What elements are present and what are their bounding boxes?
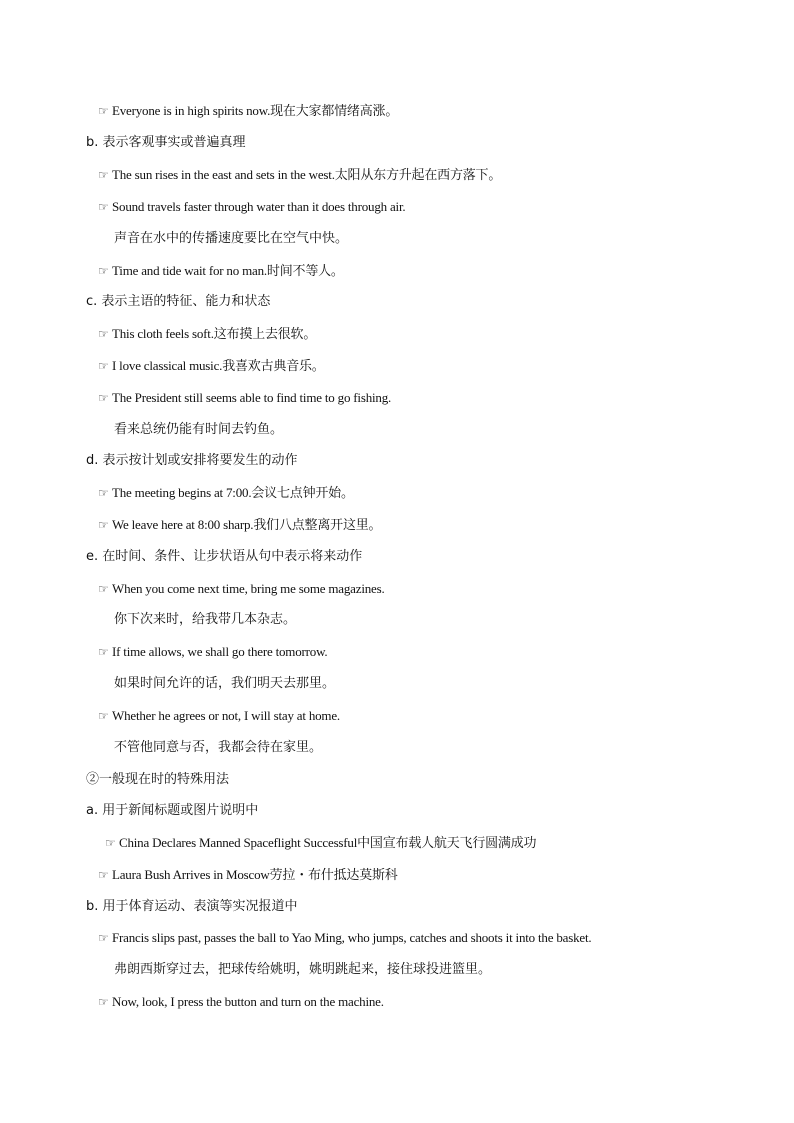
example-sentence bbox=[98, 515, 381, 535]
pointing-hand-icon: ☞ bbox=[98, 168, 109, 182]
pointing-hand-icon: ☞ bbox=[98, 931, 109, 945]
pointing-hand-icon: ☞ bbox=[98, 486, 109, 500]
example-text: I love classical music.我喜欢古典音乐。 bbox=[112, 358, 325, 373]
example-text: Now, look, I press the button and turn on the machine. bbox=[112, 994, 384, 1009]
pointing-hand-icon: ☞ bbox=[105, 836, 116, 850]
section-heading: ②一般现在时的特殊用法 bbox=[86, 771, 230, 786]
example-text: Whether he agrees or not, I will stay at home. bbox=[112, 708, 340, 723]
translation-text: 不管他同意与否，我都会待在家里。 bbox=[114, 740, 323, 755]
example-text: If time allows, we shall go there tomorrow. bbox=[112, 644, 328, 659]
example-sentence bbox=[98, 101, 398, 121]
pointing-hand-icon: ☞ bbox=[98, 264, 109, 278]
pointing-hand-icon: ☞ bbox=[98, 391, 109, 405]
example-sentence bbox=[98, 388, 391, 408]
example-text: Laura Bush Arrives in Moscow劳拉・布什抵达莫斯科 bbox=[112, 867, 398, 882]
example-sentence bbox=[98, 642, 327, 662]
example-sentence bbox=[98, 324, 316, 344]
usage-heading: b. 用于体育运动、表演等实况报道中 bbox=[86, 899, 298, 914]
translation-text: 声音在水中的传播速度要比在空气中快。 bbox=[114, 231, 349, 246]
example-sentence bbox=[105, 833, 536, 853]
usage-heading: b. 表示客观事实或普遍真理 bbox=[86, 135, 246, 150]
example-sentence bbox=[98, 865, 398, 885]
pointing-hand-icon: ☞ bbox=[98, 518, 109, 532]
example-sentence bbox=[98, 197, 405, 217]
translation-text: 弗朗西斯穿过去，把球传给姚明，姚明跳起来，接住球投进篮里。 bbox=[114, 962, 492, 977]
example-text: Sound travels faster through water than it does through air. bbox=[112, 199, 406, 214]
translation-text: 如果时间允许的话，我们明天去那里。 bbox=[114, 676, 336, 691]
example-text: Time and tide wait for no man.时间不等人。 bbox=[112, 263, 344, 278]
example-text: The President still seems able to find time to go fishing. bbox=[112, 390, 392, 405]
example-text: The sun rises in the east and sets in the west.太阳从东方升起在西方落下。 bbox=[112, 167, 502, 182]
example-text: China Declares Manned Spaceflight Successful中国宣布载人航天飞行圆满成功 bbox=[119, 835, 537, 850]
pointing-hand-icon: ☞ bbox=[98, 868, 109, 882]
example-sentence bbox=[98, 992, 384, 1012]
translation-text: 你下次来时，给我带几本杂志。 bbox=[114, 612, 297, 627]
usage-heading: d. 表示按计划或安排将要发生的动作 bbox=[86, 453, 298, 468]
example-sentence bbox=[98, 928, 591, 948]
example-text: This cloth feels soft.这布摸上去很软。 bbox=[112, 326, 317, 341]
example-text: We leave here at 8:00 sharp.我们八点整离开这里。 bbox=[112, 517, 382, 532]
example-sentence bbox=[98, 165, 501, 185]
pointing-hand-icon: ☞ bbox=[98, 359, 109, 373]
pointing-hand-icon: ☞ bbox=[98, 327, 109, 341]
example-sentence bbox=[98, 579, 385, 599]
pointing-hand-icon: ☞ bbox=[98, 582, 109, 596]
example-text: The meeting begins at 7:00.会议七点钟开始。 bbox=[112, 485, 354, 500]
example-text: Everyone is in high spirits now.现在大家都情绪高涨。 bbox=[112, 103, 399, 118]
example-sentence bbox=[98, 706, 340, 726]
usage-heading: c. 表示主语的特征、能力和状态 bbox=[86, 294, 271, 309]
example-text: Francis slips past, passes the ball to Yao Ming, who jumps, catches and shoots it into the basket. bbox=[112, 930, 592, 945]
pointing-hand-icon: ☞ bbox=[98, 709, 109, 723]
usage-heading: a. 用于新闻标题或图片说明中 bbox=[86, 803, 259, 818]
pointing-hand-icon: ☞ bbox=[98, 200, 109, 214]
translation-text: 看来总统仍能有时间去钓鱼。 bbox=[114, 422, 284, 437]
example-sentence bbox=[98, 261, 344, 281]
example-sentence bbox=[98, 483, 354, 503]
pointing-hand-icon: ☞ bbox=[98, 104, 109, 118]
example-sentence bbox=[98, 356, 325, 376]
example-text: When you come next time, bring me some magazines. bbox=[112, 581, 385, 596]
pointing-hand-icon: ☞ bbox=[98, 995, 109, 1009]
usage-heading: e. 在时间、条件、让步状语从句中表示将来动作 bbox=[86, 549, 363, 564]
pointing-hand-icon: ☞ bbox=[98, 645, 109, 659]
